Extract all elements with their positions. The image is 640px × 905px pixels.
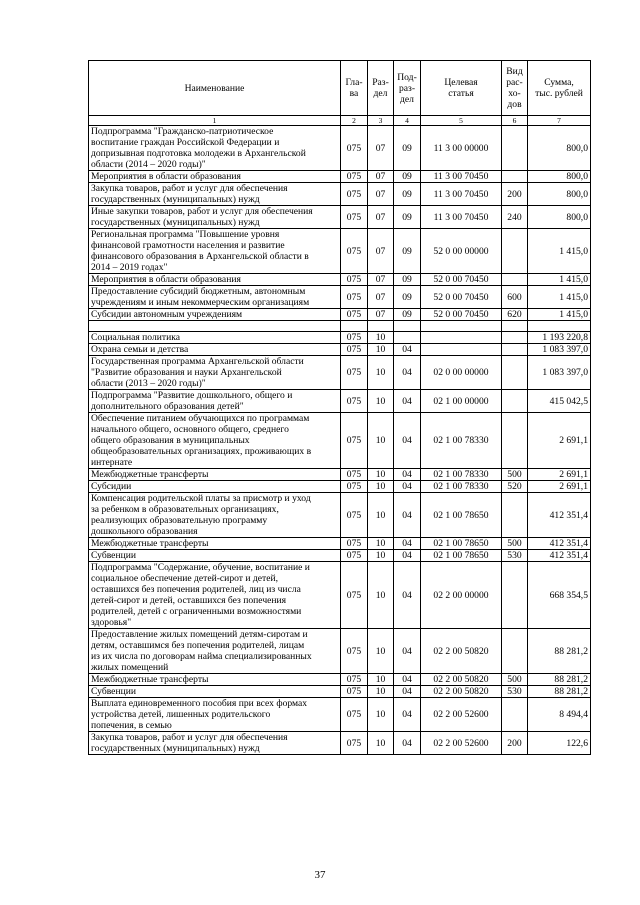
row-target-article — [421, 344, 502, 356]
header-name: Наименование — [89, 61, 341, 116]
row-expense-type — [502, 390, 528, 413]
row-name — [89, 321, 341, 332]
row-sum: 1 415,0 — [528, 286, 591, 309]
row-name: Мероприятия в области образования — [89, 171, 341, 183]
table-row — [89, 344, 591, 356]
row-chapter: 075 — [341, 229, 368, 274]
table-row — [89, 126, 591, 171]
row-chapter: 075 — [341, 674, 368, 686]
row-name: Субсидии автономным учреждениям — [89, 309, 341, 321]
row-name: Региональная программа "Повышение уровня финансовой грамотности населения и развитие финансового образования в Архангельской области в 2014 – 2019 годах" — [89, 229, 341, 274]
row-subsection: 04 — [394, 413, 421, 469]
row-expense-type — [502, 274, 528, 286]
row-chapter: 075 — [341, 344, 368, 356]
table-body — [89, 126, 591, 755]
row-section: 07 — [368, 229, 394, 274]
row-name: Предоставление жилых помещений детям-сиротам и детям, оставшимся без попечения родителей, лицам из их числа по договорам найма специализированных жилых помещений — [89, 629, 341, 674]
table-row — [89, 229, 591, 274]
table-row — [89, 183, 591, 206]
row-chapter: 075 — [341, 481, 368, 493]
table-row — [89, 686, 591, 698]
blank-row — [89, 321, 591, 332]
row-section: 10 — [368, 332, 394, 344]
row-sum: 2 691,1 — [528, 481, 591, 493]
row-subsection: 04 — [394, 686, 421, 698]
row-target-article: 02 2 00 50820 — [421, 629, 502, 674]
table-row — [89, 481, 591, 493]
row-chapter: 075 — [341, 698, 368, 732]
row-expense-type — [502, 229, 528, 274]
row-sum: 412 351,4 — [528, 493, 591, 538]
row-subsection: 04 — [394, 698, 421, 732]
row-section: 10 — [368, 538, 394, 550]
row-chapter: 075 — [341, 562, 368, 629]
row-chapter: 075 — [341, 206, 368, 229]
table-row — [89, 538, 591, 550]
row-name: Межбюджетные трансферты — [89, 469, 341, 481]
row-chapter: 075 — [341, 183, 368, 206]
row-expense-type: 200 — [502, 183, 528, 206]
row-section: 07 — [368, 206, 394, 229]
row-sum — [528, 321, 591, 332]
row-expense-type: 500 — [502, 538, 528, 550]
row-section: 07 — [368, 309, 394, 321]
row-chapter: 075 — [341, 274, 368, 286]
row-sum: 88 281,2 — [528, 686, 591, 698]
row-section — [368, 321, 394, 332]
table-row — [89, 629, 591, 674]
row-sum: 1 415,0 — [528, 309, 591, 321]
row-expense-type — [502, 493, 528, 538]
table-row — [89, 562, 591, 629]
row-subsection: 04 — [394, 732, 421, 755]
row-name: Межбюджетные трансферты — [89, 674, 341, 686]
row-section: 10 — [368, 674, 394, 686]
row-subsection: 04 — [394, 481, 421, 493]
row-sum: 1 415,0 — [528, 229, 591, 274]
row-section: 10 — [368, 550, 394, 562]
row-chapter: 075 — [341, 629, 368, 674]
row-sum: 1 083 397,0 — [528, 344, 591, 356]
row-chapter — [341, 321, 368, 332]
row-subsection: 04 — [394, 629, 421, 674]
row-sum: 415 042,5 — [528, 390, 591, 413]
row-sum: 412 351,4 — [528, 538, 591, 550]
row-expense-type — [502, 171, 528, 183]
row-chapter: 075 — [341, 469, 368, 481]
row-expense-type: 500 — [502, 674, 528, 686]
row-target-article: 11 3 00 00000 — [421, 126, 502, 171]
row-name: Подпрограмма "Развитие дошкольного, общего и дополнительного образования детей" — [89, 390, 341, 413]
table-row — [89, 171, 591, 183]
row-name: Подпрограмма "Содержание, обучение, воспитание и социальное обеспечение детей-сирот и детей, оставшихся без попечения родителей, лиц из числа детей-сирот и детей, оставшихся без попечения родителей, детей с ограниченными возможностями здоровья" — [89, 562, 341, 629]
row-subsection: 09 — [394, 286, 421, 309]
table-row — [89, 309, 591, 321]
row-expense-type: 530 — [502, 686, 528, 698]
row-chapter: 075 — [341, 686, 368, 698]
row-target-article: 02 1 00 78330 — [421, 481, 502, 493]
row-name: Охрана семьи и детства — [89, 344, 341, 356]
row-section: 10 — [368, 481, 394, 493]
table-row — [89, 493, 591, 538]
budget-table — [88, 60, 591, 755]
row-target-article: 02 2 00 52600 — [421, 698, 502, 732]
row-target-article — [421, 332, 502, 344]
row-target-article: 02 1 00 78650 — [421, 550, 502, 562]
row-section: 10 — [368, 732, 394, 755]
row-chapter: 075 — [341, 332, 368, 344]
row-target-article: 02 1 00 78650 — [421, 538, 502, 550]
table-row — [89, 698, 591, 732]
row-target-article: 52 0 00 70450 — [421, 286, 502, 309]
row-expense-type — [502, 126, 528, 171]
row-target-article: 52 0 00 70450 — [421, 274, 502, 286]
row-target-article: 02 2 00 52600 — [421, 732, 502, 755]
row-chapter: 075 — [341, 493, 368, 538]
row-name: Государственная программа Архангельской области "Развитие образования и науки Архангельской области (2013 – 2020 годы)" — [89, 356, 341, 390]
row-subsection: 04 — [394, 344, 421, 356]
row-target-article: 52 0 00 00000 — [421, 229, 502, 274]
row-expense-type — [502, 562, 528, 629]
row-section: 07 — [368, 286, 394, 309]
column-number: 7 — [528, 116, 591, 126]
row-subsection: 04 — [394, 674, 421, 686]
table-row — [89, 286, 591, 309]
row-expense-type — [502, 332, 528, 344]
header-sum: Сумма, тыс. рублей — [528, 61, 591, 116]
row-expense-type — [502, 344, 528, 356]
row-name: Закупка товаров, работ и услуг для обеспечения государственных (муниципальных) нужд — [89, 732, 341, 755]
row-expense-type — [502, 413, 528, 469]
row-sum: 88 281,2 — [528, 629, 591, 674]
row-subsection: 04 — [394, 562, 421, 629]
row-section: 10 — [368, 413, 394, 469]
row-chapter: 075 — [341, 413, 368, 469]
row-subsection: 09 — [394, 171, 421, 183]
row-subsection: 09 — [394, 309, 421, 321]
row-name: Иные закупки товаров, работ и услуг для обеспечения государственных (муниципальных) нужд — [89, 206, 341, 229]
row-target-article: 52 0 00 70450 — [421, 309, 502, 321]
row-sum: 8 494,4 — [528, 698, 591, 732]
column-number: 5 — [421, 116, 502, 126]
row-name: Компенсация родительской платы за присмотр и уход за ребенком в образовательных организациях, реализующих образовательную программу дошкольного образования — [89, 493, 341, 538]
row-sum: 2 691,1 — [528, 413, 591, 469]
row-chapter: 075 — [341, 538, 368, 550]
row-subsection — [394, 321, 421, 332]
table-row — [89, 332, 591, 344]
row-section: 07 — [368, 274, 394, 286]
row-name: Выплата единовременного пособия при всех формах устройства детей, лишенных родительского попечения, в семью — [89, 698, 341, 732]
row-name: Предоставление субсидий бюджетным, автономным учреждениям и иным некоммерческим организациям — [89, 286, 341, 309]
row-sum: 122,6 — [528, 732, 591, 755]
row-name: Мероприятия в области образования — [89, 274, 341, 286]
column-number: 3 — [368, 116, 394, 126]
row-sum: 668 354,5 — [528, 562, 591, 629]
row-name: Социальная политика — [89, 332, 341, 344]
table-row — [89, 469, 591, 481]
row-subsection: 09 — [394, 126, 421, 171]
row-section: 10 — [368, 698, 394, 732]
row-target-article: 02 1 00 00000 — [421, 390, 502, 413]
row-target-article: 02 2 00 50820 — [421, 674, 502, 686]
row-sum: 800,0 — [528, 171, 591, 183]
table-row — [89, 356, 591, 390]
header-target-article: Целевая статья — [421, 61, 502, 116]
row-section: 07 — [368, 183, 394, 206]
header-expense-type: Вид рас- хо- дов — [502, 61, 528, 116]
row-target-article — [421, 321, 502, 332]
row-sum: 1 193 220,8 — [528, 332, 591, 344]
row-section: 10 — [368, 493, 394, 538]
row-section: 10 — [368, 686, 394, 698]
row-subsection: 04 — [394, 538, 421, 550]
column-number: 1 — [89, 116, 341, 126]
row-subsection: 04 — [394, 550, 421, 562]
row-sum: 2 691,1 — [528, 469, 591, 481]
row-subsection — [394, 332, 421, 344]
row-subsection: 04 — [394, 390, 421, 413]
row-name: Субсидии — [89, 481, 341, 493]
column-number: 4 — [394, 116, 421, 126]
row-expense-type: 530 — [502, 550, 528, 562]
row-sum: 800,0 — [528, 183, 591, 206]
row-subsection: 09 — [394, 206, 421, 229]
row-expense-type: 240 — [502, 206, 528, 229]
row-section: 07 — [368, 171, 394, 183]
row-chapter: 075 — [341, 732, 368, 755]
row-expense-type — [502, 629, 528, 674]
header-chapter: Гла- ва — [341, 61, 368, 116]
row-name: Межбюджетные трансферты — [89, 538, 341, 550]
row-section: 10 — [368, 356, 394, 390]
row-subsection: 04 — [394, 356, 421, 390]
row-expense-type: 500 — [502, 469, 528, 481]
row-name: Подпрограмма "Гражданско-патриотическое воспитание граждан Российской Федерации и допризывная подготовка молодежи в Архангельской области (2014 – 2020 годы)" — [89, 126, 341, 171]
header-section: Раз- дел — [368, 61, 394, 116]
row-target-article: 02 2 00 50820 — [421, 686, 502, 698]
row-expense-type: 520 — [502, 481, 528, 493]
row-chapter: 075 — [341, 286, 368, 309]
row-sum: 412 351,4 — [528, 550, 591, 562]
table-header-row — [89, 61, 591, 116]
row-section: 10 — [368, 390, 394, 413]
header-subsection: Под- раз- дел — [394, 61, 421, 116]
row-expense-type — [502, 698, 528, 732]
row-subsection: 09 — [394, 274, 421, 286]
row-chapter: 075 — [341, 550, 368, 562]
row-chapter: 075 — [341, 171, 368, 183]
table-row — [89, 674, 591, 686]
row-subsection: 09 — [394, 229, 421, 274]
row-expense-type: 200 — [502, 732, 528, 755]
row-expense-type: 600 — [502, 286, 528, 309]
row-section: 10 — [368, 629, 394, 674]
row-expense-type — [502, 356, 528, 390]
row-subsection: 09 — [394, 183, 421, 206]
row-target-article: 02 1 00 78650 — [421, 493, 502, 538]
row-target-article: 02 2 00 00000 — [421, 562, 502, 629]
row-chapter: 075 — [341, 309, 368, 321]
page-number: 37 — [314, 869, 326, 881]
row-expense-type — [502, 321, 528, 332]
row-section: 10 — [368, 562, 394, 629]
table-row — [89, 274, 591, 286]
row-section: 10 — [368, 344, 394, 356]
row-name: Закупка товаров, работ и услуг для обеспечения государственных (муниципальных) нужд — [89, 183, 341, 206]
column-number: 2 — [341, 116, 368, 126]
row-sum: 88 281,2 — [528, 674, 591, 686]
row-sum: 800,0 — [528, 206, 591, 229]
column-number: 6 — [502, 116, 528, 126]
row-name: Субвенции — [89, 686, 341, 698]
row-sum: 1 415,0 — [528, 274, 591, 286]
row-chapter: 075 — [341, 390, 368, 413]
row-sum: 1 083 397,0 — [528, 356, 591, 390]
table-row — [89, 206, 591, 229]
row-name: Обеспечение питанием обучающихся по программам начального общего, основного общего, среднего общего образования в муниципальных общеобразовательных организациях, проживающих в интернате — [89, 413, 341, 469]
table-row — [89, 732, 591, 755]
row-chapter: 075 — [341, 126, 368, 171]
row-expense-type: 620 — [502, 309, 528, 321]
row-name: Субвенции — [89, 550, 341, 562]
row-subsection: 04 — [394, 469, 421, 481]
row-target-article: 11 3 00 70450 — [421, 171, 502, 183]
row-section: 07 — [368, 126, 394, 171]
row-target-article: 02 0 00 00000 — [421, 356, 502, 390]
row-target-article: 02 1 00 78330 — [421, 413, 502, 469]
table-row — [89, 413, 591, 469]
row-target-article: 11 3 00 70450 — [421, 183, 502, 206]
table-row — [89, 550, 591, 562]
row-chapter: 075 — [341, 356, 368, 390]
table-row — [89, 390, 591, 413]
row-sum: 800,0 — [528, 126, 591, 171]
row-subsection: 04 — [394, 493, 421, 538]
row-target-article: 11 3 00 70450 — [421, 206, 502, 229]
row-section: 10 — [368, 469, 394, 481]
row-target-article: 02 1 00 78330 — [421, 469, 502, 481]
column-number-row — [89, 116, 591, 126]
